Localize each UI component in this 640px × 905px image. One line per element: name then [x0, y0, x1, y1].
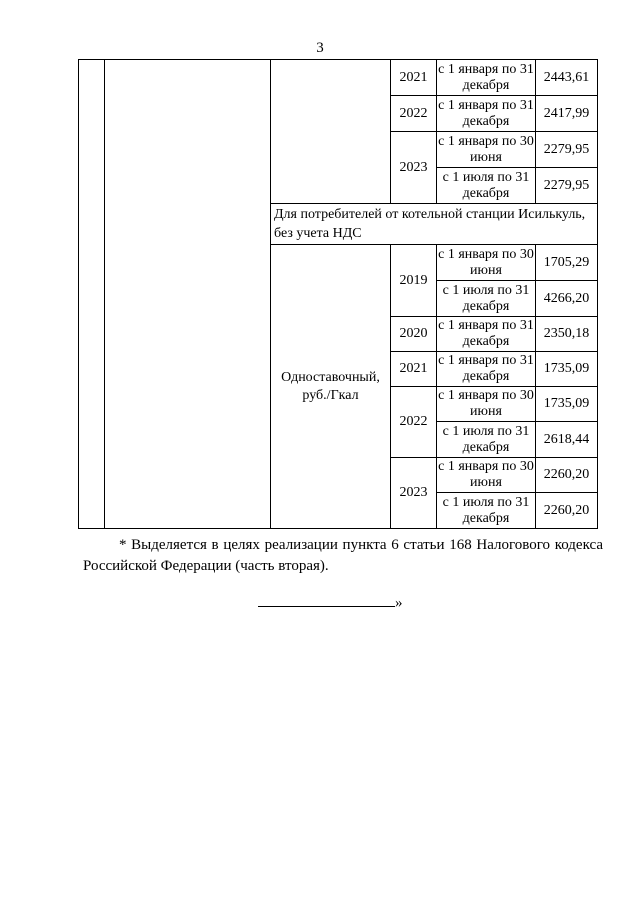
period-cell: с 1 июля по 31 декабря: [437, 168, 536, 204]
value-cell: 1705,29: [536, 245, 598, 281]
period-cell: с 1 января по 31 декабря: [437, 96, 536, 132]
signature-blank: [258, 592, 395, 607]
year-cell: 2023: [391, 132, 437, 204]
footnote: * Выделяется в целях реализации пункта 6 статьи 168 Налогового кодекса Российской Федерации (часть вторая).: [83, 537, 603, 574]
period-cell: с 1 января по 30 июня: [437, 458, 536, 493]
period-cell: с 1 января по 30 июня: [437, 387, 536, 422]
table-row: [79, 60, 598, 96]
period-cell: с 1 января по 31 декабря: [437, 60, 536, 96]
value-cell: 4266,20: [536, 281, 598, 317]
value-cell: 2618,44: [536, 422, 598, 458]
value-cell: 2279,95: [536, 168, 598, 204]
consumer-header: Для потребителей от котельной станции Исилькуль, без учета НДС: [271, 204, 598, 245]
number-cell: [79, 60, 105, 529]
period-cell: с 1 июля по 31 декабря: [437, 422, 536, 458]
value-cell: 2417,99: [536, 96, 598, 132]
year-cell: 2020: [391, 317, 437, 352]
value-cell: 2443,61: [536, 60, 598, 96]
closing-quote: »: [395, 595, 403, 611]
page-number: 3: [316, 40, 324, 56]
tariff-type-cell-top: [271, 60, 391, 204]
tariff-type-cell: Одноставочный, руб./Гкал: [271, 245, 391, 529]
tariff-table: [78, 59, 598, 529]
period-cell: с 1 января по 30 июня: [437, 245, 536, 281]
period-cell: с 1 января по 31 декабря: [437, 317, 536, 352]
period-cell: с 1 июля по 31 декабря: [437, 493, 536, 529]
year-cell: 2019: [391, 245, 437, 317]
value-cell: 2350,18: [536, 317, 598, 352]
value-cell: 2260,20: [536, 493, 598, 529]
value-cell: 2279,95: [536, 132, 598, 168]
year-cell: 2021: [391, 352, 437, 387]
period-cell: с 1 января по 30 июня: [437, 132, 536, 168]
period-cell: с 1 июля по 31 декабря: [437, 281, 536, 317]
year-cell: 2022: [391, 96, 437, 132]
period-cell: с 1 января по 31 декабря: [437, 352, 536, 387]
value-cell: 1735,09: [536, 387, 598, 422]
closing-line: [258, 592, 403, 612]
year-cell: 2023: [391, 458, 437, 529]
year-cell: 2021: [391, 60, 437, 96]
value-cell: 2260,20: [536, 458, 598, 493]
value-cell: 1735,09: [536, 352, 598, 387]
organization-cell: [105, 60, 271, 529]
year-cell: 2022: [391, 387, 437, 458]
